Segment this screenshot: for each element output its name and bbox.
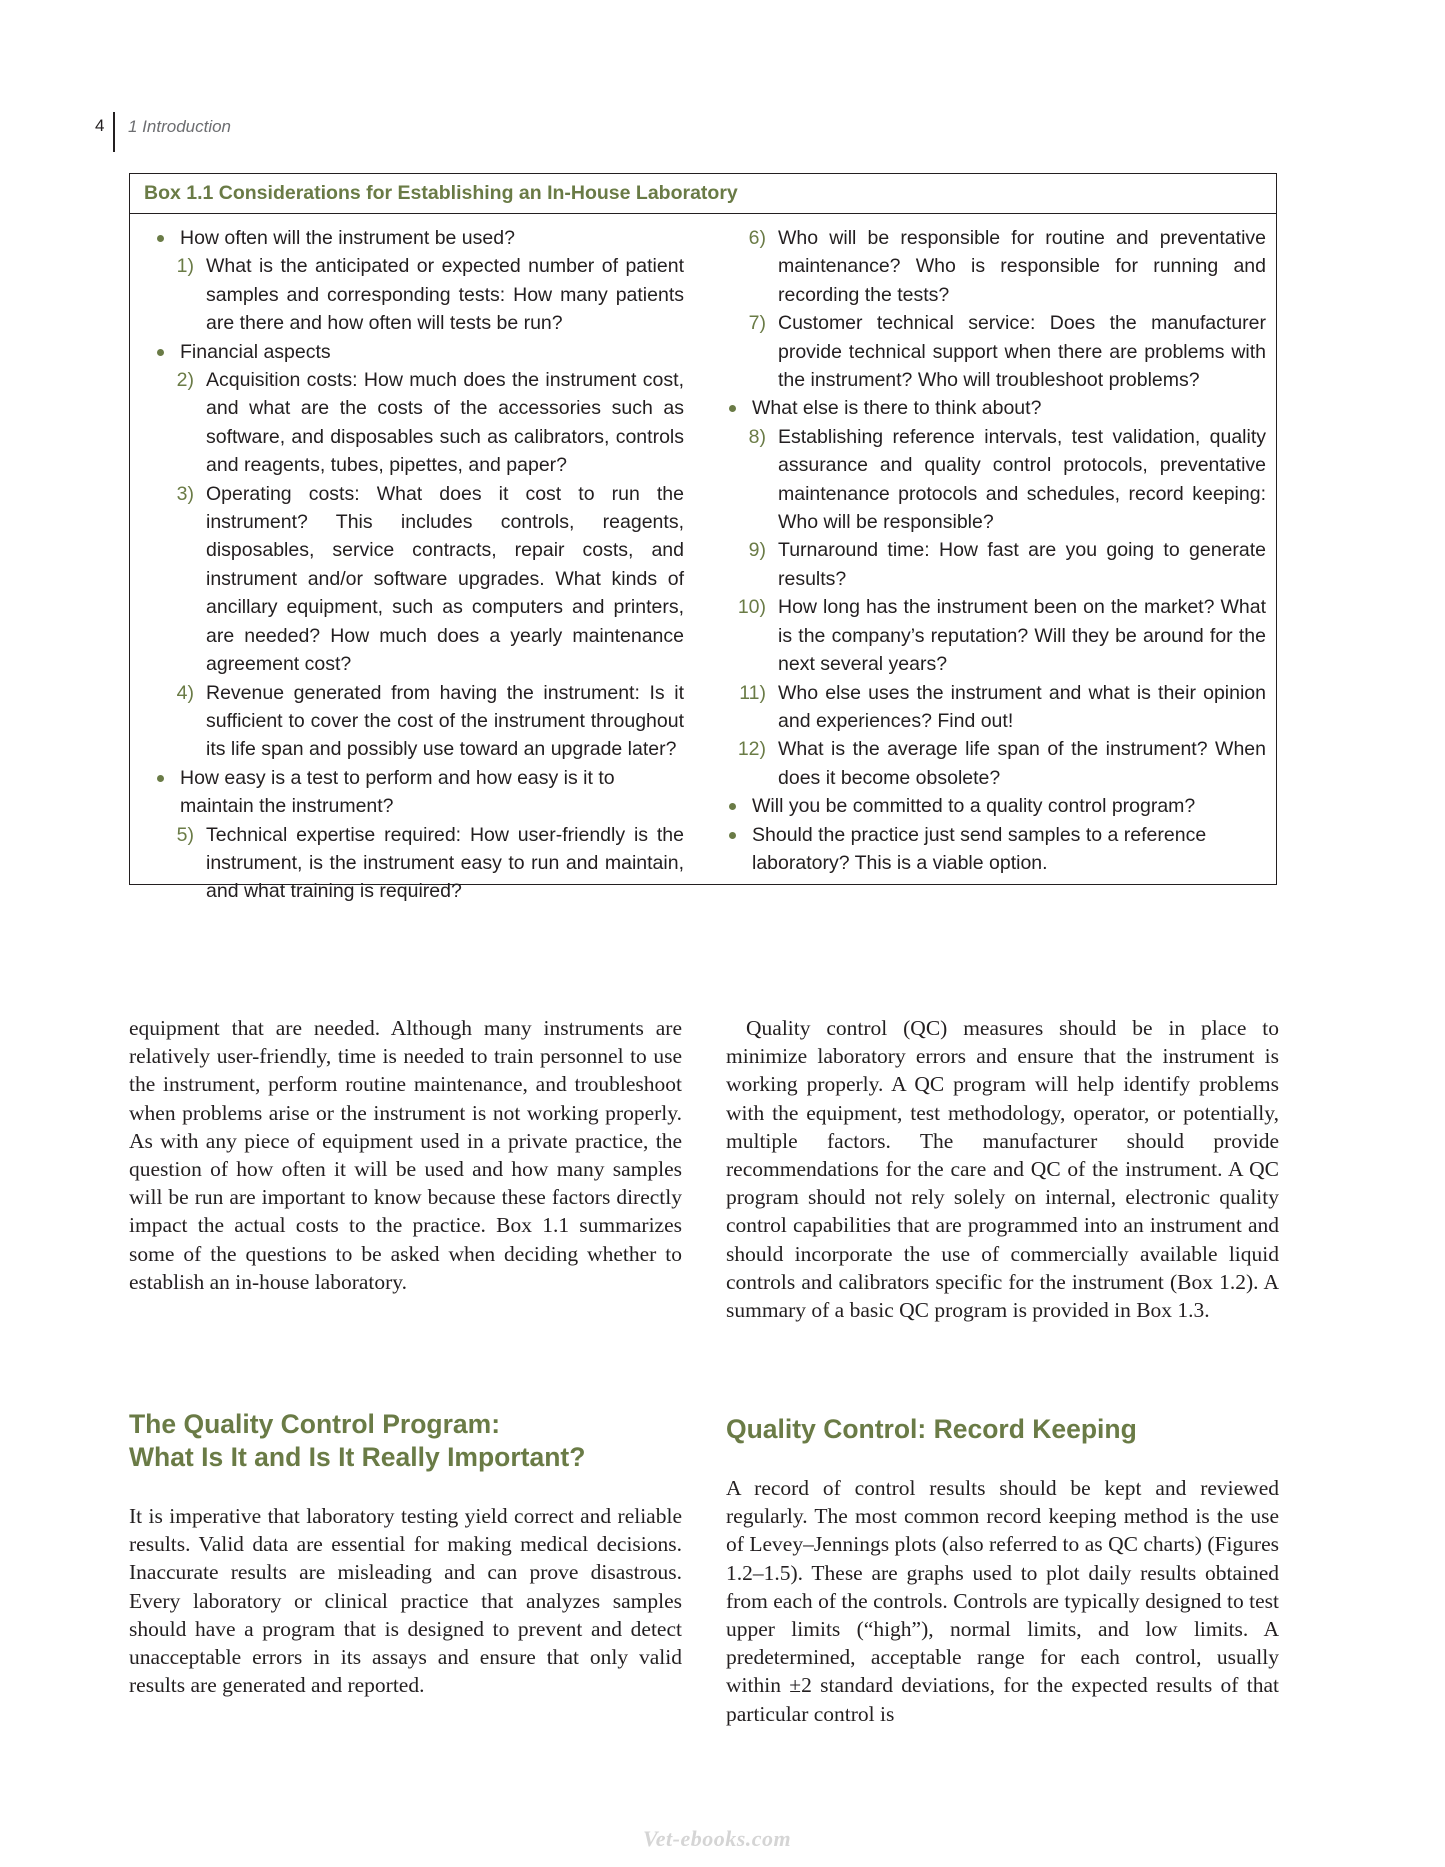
bullet-dot-icon: [157, 349, 164, 356]
body-left-column-top: [129, 1014, 682, 1296]
box-bullet-item: Should the practice just send samples to a reference laboratory? This is a viable option.: [716, 821, 1266, 878]
box-bullet-item: What else is there to think about?: [716, 394, 1266, 422]
box-bullet-item: How often will the instrument be used?: [144, 224, 684, 252]
body-paragraph: It is imperative that laboratory testing yield correct and reliable results. Valid data are essential for making medical decisions. Inaccurate results are misleading and can prove disastrous. Every laboratory or clinical practice that analyzes samples should have a program that is designed to prevent and detect unacceptable errors in its assays and ensure that only valid results are generated and reported.: [129, 1504, 682, 1698]
bullet-dot-icon: [157, 235, 164, 242]
box-bullet-item: How easy is a test to perform and how easy is it to maintain the instrument?: [144, 764, 684, 821]
item-number: 1): [176, 255, 194, 278]
box-numbered-item: 4) Revenue generated from having the instrument: Is it sufficient to cover the cost of the instrument throughout its life span and possibly use toward an upgrade later?: [144, 679, 684, 764]
body-right-column-bottom: [726, 1474, 1279, 1728]
item-number: 9): [748, 539, 766, 562]
box-numbered-item: 11) Who else uses the instrument and what is their opinion and experiences? Find out!: [716, 679, 1266, 736]
item-number: 12): [737, 738, 766, 761]
item-number: 7): [748, 312, 766, 335]
box-left-column: [144, 224, 684, 906]
item-number: 8): [748, 425, 766, 448]
box-numbered-item: 6) Who will be responsible for routine and preventative maintenance? Who is responsible for running and recording the tests?: [716, 224, 1266, 309]
box-numbered-item: 2) Acquisition costs: How much does the instrument cost, and what are the costs of the accessories such as software, and disposables such as calibrators, controls and reagents, tubes, pipettes, and paper?: [144, 366, 684, 480]
section-heading-record-keeping: Quality Control: Record Keeping: [726, 1414, 1137, 1444]
bullet-dot-icon: [729, 405, 736, 412]
body-paragraph: equipment that are needed. Although many instruments are relatively user-friendly, time is needed to train personnel to use the instrument, perform routine maintenance, and troubleshoot when problems arise or the instrument is not working properly. As with any piece of equipment used in a private practice, the question of how often it will be used and how many samples will be run are important to know because these factors directly impact the actual costs to the practice. Box 1.1 summarizes some of the questions to be asked when deciding whether to establish an in-house laboratory.: [129, 1016, 682, 1294]
body-paragraph: A record of control results should be kept and reviewed regularly. The most common record keeping method is the use of Levey–Jennings plots (also referred to as QC charts) (Figures 1.2–1.5). These are graphs used to plot daily results obtained from each of the controls. Controls are typically designed to test upper limits (“high”), normal limits, and low limits. A predetermined, acceptable range for each control, usually within ±2 standard deviations, for the expected results of that particular control is: [726, 1476, 1279, 1726]
item-number: 11): [739, 681, 766, 704]
box-numbered-item: 12) What is the average life span of the instrument? When does it become obsolete?: [716, 735, 1266, 792]
item-number: 3): [176, 482, 194, 505]
body-paragraph: Quality control (QC) measures should be in place to minimize laboratory errors and ensure that the instrument is working properly. A QC program will help identify problems with the equipment, test methodology, operator, or potentially, multiple factors. The manufacturer should provide recommendations for the care and QC of the instrument. A QC program should not rely solely on internal, electronic quality control capabilities that are programmed into an instrument and should incorporate the use of commercially available liquid controls and calibrators specific for the instrument (Box 1.2). A summary of a basic QC program is provided in Box 1.3.: [726, 1016, 1279, 1323]
box-bullet-item: Will you be committed to a quality control program?: [716, 792, 1266, 820]
item-number: 10): [737, 596, 766, 619]
box-numbered-item: 3) Operating costs: What does it cost to run the instrument? This includes controls, reagents, disposables, service contracts, repair costs, and instrument and/or software upgrades. What kinds of ancillary equipment, such as computers and printers, are needed? How much does a yearly maintenance agreement cost?: [144, 480, 684, 679]
bullet-dot-icon: [157, 775, 164, 782]
box-numbered-item: 8) Establishing reference intervals, test validation, quality assurance and quality control protocols, preventative maintenance protocols and schedules, record keeping: Who will be responsible?: [716, 423, 1266, 537]
item-number: 5): [176, 823, 194, 846]
box-numbered-item: 7) Customer technical service: Does the manufacturer provide technical support when there are problems with the instrument? Who will troubleshoot problems?: [716, 309, 1266, 394]
box-bullet-item: Financial aspects: [144, 338, 684, 366]
item-number: 2): [176, 369, 194, 392]
box-numbered-item: 1) What is the anticipated or expected number of patient samples and corresponding tests: How many patients are there and how often will tests be run?: [144, 252, 684, 337]
bullet-dot-icon: [729, 803, 736, 810]
item-number: 6): [748, 227, 766, 249]
item-number: 4): [176, 681, 194, 704]
box-title: Box 1.1 Considerations for Establishing an In-House Laboratory: [130, 174, 1276, 214]
box-1-1: [129, 173, 1277, 903]
body-left-column-bottom: [129, 1502, 682, 1699]
page-number: 4: [95, 116, 105, 135]
box-numbered-item: 9) Turnaround time: How fast are you going to generate results?: [716, 536, 1266, 593]
box-numbered-item: 10) How long has the instrument been on the market? What is the company’s reputation? Will they be around for the next several years?: [716, 593, 1266, 678]
header-rule: [113, 112, 115, 152]
running-head: 1 Introduction: [128, 117, 232, 136]
watermark-logo: Vet-ebooks.com: [643, 1826, 792, 1851]
section-heading-qc-program: The Quality Control Program: What Is It and Is It Really Important?: [129, 1409, 586, 1472]
box-numbered-item: 5) Technical expertise required: How user-friendly is the instrument, is the instrument easy to run and maintain, and what training is required?: [144, 821, 684, 906]
box-right-column: [716, 224, 1266, 877]
body-right-column-top: [726, 1014, 1279, 1324]
bullet-dot-icon: [729, 832, 736, 839]
